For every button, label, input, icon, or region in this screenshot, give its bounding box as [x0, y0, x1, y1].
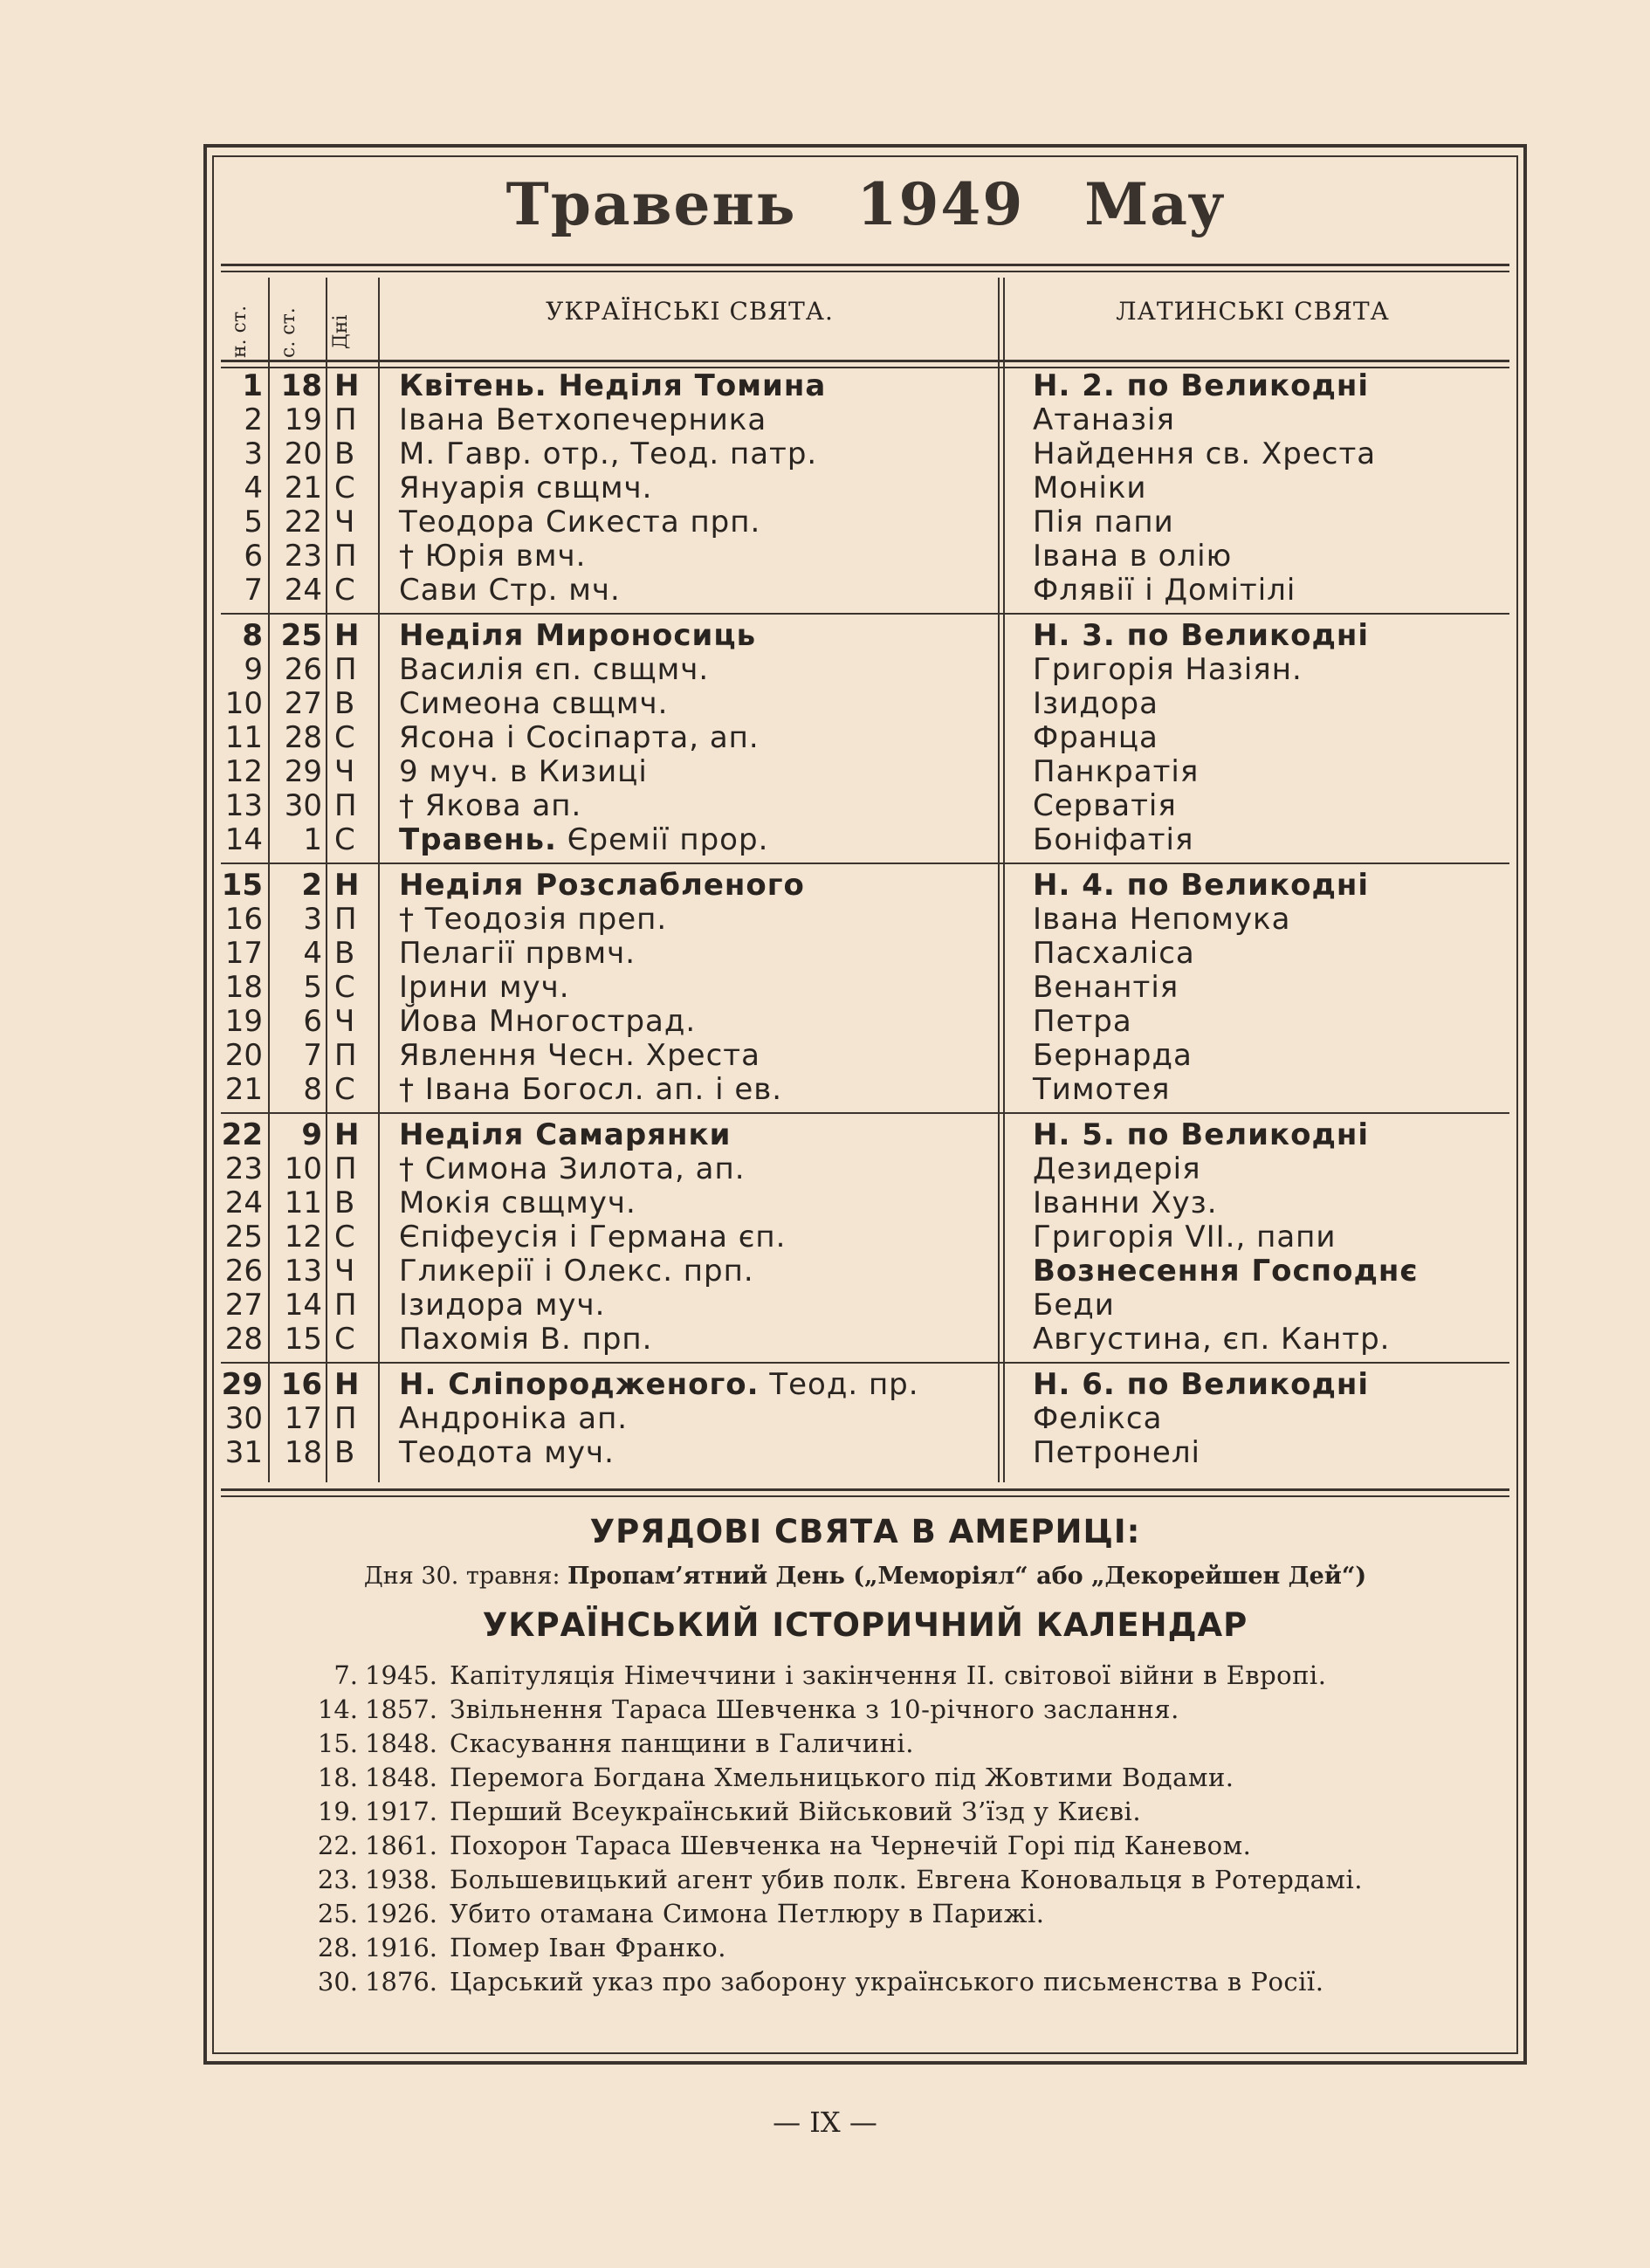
weekday: Н	[334, 1367, 360, 1402]
ukrainian-feast-text: † Івана Богосл. ап. і ев.	[399, 1072, 783, 1107]
gov-holiday-date: Дня 30. травня:	[363, 1563, 560, 1590]
ukrainian-feast	[399, 1118, 731, 1152]
title-year: 1949	[856, 170, 1025, 238]
history-text: Убито отамана Симона Петлюру в Парижі.	[450, 1899, 1045, 1928]
old-style-date: 21	[284, 471, 322, 505]
latin-feast: Івана Непомука	[1033, 902, 1291, 937]
calendar-row	[221, 505, 1509, 540]
history-day: 22.	[317, 1831, 358, 1860]
new-style-date: 30	[224, 1401, 263, 1436]
latin-feast: Панкратія	[1033, 754, 1200, 789]
history-item	[288, 1693, 1510, 1727]
weekday: В	[334, 1186, 355, 1220]
calendar-row	[221, 755, 1509, 789]
weekday: П	[334, 402, 357, 437]
weekday: С	[334, 822, 355, 857]
new-style-date: 5	[244, 505, 263, 540]
ukrainian-feast	[399, 619, 756, 653]
weekday: П	[334, 652, 357, 687]
calendar-row	[221, 1220, 1509, 1254]
calendar-row	[221, 823, 1509, 857]
calendar-row	[221, 1152, 1509, 1186]
col-header-latin: ЛАТИНСЬКІ СВЯТА	[1116, 297, 1390, 326]
latin-feast: Найдення св. Хреста	[1033, 436, 1377, 471]
old-style-date: 16	[280, 1367, 322, 1402]
ukrainian-feast-text: Пахомія В. прп.	[399, 1322, 653, 1357]
new-style-date: 28	[224, 1322, 263, 1357]
ukrainian-feast	[399, 1220, 786, 1254]
old-style-date: 20	[284, 436, 322, 471]
weekday: С	[334, 720, 355, 755]
weekday: Ч	[334, 754, 355, 789]
history-day: 30.	[317, 1967, 358, 1997]
weekday: С	[334, 573, 355, 608]
old-style-date: 9	[301, 1117, 322, 1152]
weekday: П	[334, 539, 357, 574]
weekday: С	[334, 471, 355, 505]
ukrainian-feast-text: Пелагії првмч.	[399, 936, 636, 971]
new-style-date: 31	[224, 1435, 263, 1470]
history-text: Скасування панщини в Галичині.	[450, 1728, 914, 1758]
weekday: П	[334, 1288, 357, 1323]
weekday: В	[334, 436, 355, 471]
ukrainian-feast	[399, 1073, 782, 1107]
old-style-date: 23	[284, 539, 322, 574]
ukrainian-feast	[399, 653, 709, 687]
new-style-date: 2	[244, 402, 263, 437]
old-style-date: 18	[280, 368, 322, 403]
new-style-date: 1	[242, 368, 263, 403]
new-style-date: 26	[224, 1254, 263, 1289]
new-style-date: 19	[224, 1004, 263, 1039]
old-style-date: 12	[284, 1220, 322, 1254]
old-style-date: 4	[303, 936, 322, 971]
new-style-date: 27	[224, 1288, 263, 1323]
latin-feast: Фелікса	[1033, 1401, 1163, 1436]
ukrainian-feast-text: Єпіфеусія і Германа єп.	[399, 1220, 787, 1254]
history-item	[288, 1659, 1510, 1693]
history-day: 15.	[317, 1728, 358, 1758]
ukrainian-feast-text: Ізидора муч.	[399, 1288, 606, 1323]
history-item	[288, 1761, 1510, 1795]
ukrainian-feast-text: Теодора Сикеста прп.	[399, 505, 761, 540]
latin-feast: Григорія Назіян.	[1033, 652, 1303, 687]
history-item	[288, 1829, 1510, 1863]
calendar-row	[221, 937, 1509, 971]
history-text: Капітуляція Німеччини і закінчення II. світової війни в Европі.	[450, 1660, 1327, 1690]
ukrainian-feast-text: Мокія свщмуч.	[399, 1186, 636, 1220]
old-style-date: 17	[284, 1401, 322, 1436]
new-style-date: 9	[244, 652, 263, 687]
weekday: Ч	[334, 1254, 355, 1289]
new-style-date: 20	[224, 1038, 263, 1073]
calendar-row	[221, 789, 1509, 823]
ukrainian-feast	[399, 937, 636, 971]
ukrainian-feast-text: Василія єп. свщмч.	[399, 652, 710, 687]
history-year: 1857.	[365, 1694, 438, 1724]
ukrainian-feast-text: Теодота муч.	[399, 1435, 615, 1470]
history-year: 1938.	[365, 1865, 438, 1894]
history-day: 19.	[317, 1797, 358, 1826]
old-style-date: 14	[284, 1288, 322, 1323]
ukrainian-feast	[399, 755, 648, 789]
calendar-row	[221, 403, 1509, 437]
page-number: — IX —	[773, 2106, 877, 2139]
ukrainian-feast-text: Неділя Мироносиць	[399, 618, 757, 653]
history-day: 25.	[317, 1899, 358, 1928]
latin-feast: Бернарда	[1033, 1038, 1193, 1073]
old-style-date: 26	[284, 652, 322, 687]
week-separator	[221, 613, 1509, 615]
history-item	[288, 1897, 1510, 1931]
latin-feast: Н. 5. по Великодні	[1033, 1117, 1370, 1152]
gov-holiday-line	[212, 1563, 1518, 1590]
week-separator	[221, 1362, 1509, 1364]
latin-feast: Августина, єп. Кантр.	[1033, 1322, 1391, 1357]
history-day: 18.	[317, 1763, 358, 1792]
calendar-row	[221, 471, 1509, 505]
ukrainian-feast	[399, 1039, 760, 1073]
gov-holiday-name: Пропам’ятний День („Меморіял“ або „Декорейшен Дей“)	[567, 1563, 1367, 1590]
latin-feast: Моніки	[1033, 471, 1147, 505]
latin-feast: Н. 4. по Великодні	[1033, 868, 1370, 903]
old-style-date: 6	[303, 1004, 322, 1039]
ukrainian-feast-text: Ясона і Сосіпарта, ап.	[399, 720, 760, 755]
new-style-date: 23	[224, 1151, 263, 1186]
header-rule-top	[221, 264, 1509, 266]
ukrainian-feast	[399, 1289, 605, 1323]
history-item	[288, 1795, 1510, 1829]
ukrainian-feast	[399, 789, 581, 823]
ukrainian-feast-text: Теод. пр.	[769, 1367, 919, 1402]
latin-feast: Тимотея	[1033, 1072, 1171, 1107]
latin-feast: Серватія	[1033, 788, 1177, 823]
ukrainian-feast	[399, 903, 667, 937]
old-style-date: 3	[303, 902, 322, 937]
ukrainian-feast-text: Єремії прор.	[567, 822, 769, 857]
weekday: С	[334, 1322, 355, 1357]
ukrainian-feast-text: † Юрія вмч.	[399, 539, 587, 574]
latin-feast: Боніфатія	[1033, 822, 1194, 857]
calendar-row	[221, 1402, 1509, 1436]
history-day: 14.	[317, 1694, 358, 1724]
ukrainian-feast	[399, 540, 586, 574]
ukrainian-feast	[399, 574, 621, 608]
ukrainian-feast-text: Ірини муч.	[399, 970, 570, 1005]
ukrainian-feast	[399, 1402, 628, 1436]
new-style-date: 18	[224, 970, 263, 1005]
new-style-date: 24	[224, 1186, 263, 1220]
weekday: С	[334, 1072, 355, 1107]
weekday: П	[334, 1038, 357, 1073]
weekday: В	[334, 686, 355, 721]
weekday: Н	[334, 368, 360, 403]
history-title: УКРАЇНСЬКИЙ ІСТОРИЧНИЙ КАЛЕНДАР	[482, 1606, 1248, 1644]
history-year: 1861.	[365, 1831, 438, 1860]
calendar-row	[221, 971, 1509, 1005]
header-rule-bottom	[221, 360, 1509, 362]
old-style-date: 15	[284, 1322, 322, 1357]
latin-feast: Н. 3. по Великодні	[1033, 618, 1370, 653]
history-text: Перемога Богдана Хмельницького під Жовтими Водами.	[450, 1763, 1234, 1792]
ukrainian-feast	[399, 869, 805, 903]
new-style-date: 4	[244, 471, 263, 505]
history-item	[288, 1727, 1510, 1761]
weekday: П	[334, 788, 357, 823]
table-bottom-rule-2	[221, 1495, 1509, 1497]
new-style-date: 22	[221, 1117, 263, 1152]
new-style-date: 12	[224, 754, 263, 789]
history-year: 1916.	[365, 1933, 438, 1962]
weekday: П	[334, 1151, 357, 1186]
ukrainian-feast	[399, 1152, 746, 1186]
new-style-date: 29	[221, 1367, 263, 1402]
latin-feast: Франца	[1033, 720, 1158, 755]
ukrainian-feast	[399, 403, 767, 437]
new-style-date: 21	[224, 1072, 263, 1107]
old-style-date: 11	[284, 1186, 322, 1220]
ukrainian-feast	[399, 1368, 919, 1402]
old-style-date: 13	[284, 1254, 322, 1289]
weekday: Ч	[334, 505, 355, 540]
ukrainian-feast	[399, 369, 826, 403]
week-separator	[221, 863, 1509, 864]
ukrainian-feast	[399, 823, 768, 857]
weekday: Н	[334, 618, 360, 653]
ukrainian-feast-text: Квітень. Неділя Томина	[399, 368, 827, 403]
ukrainian-feast-text: Явлення Чесн. Хреста	[399, 1038, 760, 1073]
page-title	[212, 170, 1518, 238]
latin-feast: Івана в олію	[1033, 539, 1233, 574]
ukrainian-feast	[399, 1254, 754, 1289]
new-style-date: 16	[224, 902, 263, 937]
old-style-date: 24	[284, 573, 322, 608]
weekday: Н	[334, 868, 360, 903]
calendar-row	[221, 1436, 1509, 1470]
history-text: Звільнення Тараса Шевченка з 10-річного заслання.	[450, 1694, 1179, 1724]
new-style-date: 3	[244, 436, 263, 471]
calendar-row	[221, 1323, 1509, 1357]
old-style-date: 22	[284, 505, 322, 540]
old-style-date: 5	[303, 970, 322, 1005]
calendar-row	[221, 574, 1509, 608]
history-text: Большевицький агент убив полк. Евгена Коновальця в Ротердамі.	[450, 1865, 1363, 1894]
ukrainian-feast-text: † Теодозія преп.	[399, 902, 668, 937]
ukrainian-feast-bold: Травень.	[399, 822, 557, 857]
new-style-date: 25	[224, 1220, 263, 1254]
calendar-row	[221, 687, 1509, 721]
ukrainian-feast	[399, 721, 760, 755]
ukrainian-feast-text: † Симона Зилота, ап.	[399, 1151, 746, 1186]
weekday: С	[334, 970, 355, 1005]
new-style-date: 7	[244, 573, 263, 608]
history-year: 1848.	[365, 1763, 438, 1792]
calendar-row	[221, 619, 1509, 653]
ukrainian-feast-text: Андроніка ап.	[399, 1401, 629, 1436]
ukrainian-feast-text: Гликерії і Олекс. прп.	[399, 1254, 754, 1289]
ukrainian-feast	[399, 1436, 615, 1470]
ukrainian-feast-bold: Н. Сліпородженого.	[399, 1367, 760, 1402]
history-list	[288, 1659, 1510, 1999]
latin-feast: Н. 6. по Великодні	[1033, 1367, 1370, 1402]
new-style-date: 10	[224, 686, 263, 721]
calendar-row	[221, 540, 1509, 574]
history-text: Помер Іван Франко.	[450, 1933, 726, 1962]
ukrainian-feast	[399, 687, 668, 721]
history-text: Царський указ про заборону українського письменства в Росії.	[450, 1967, 1324, 1997]
ukrainian-feast-text: Неділя Розслабленого	[399, 868, 805, 903]
new-style-date: 6	[244, 539, 263, 574]
calendar-row	[221, 1254, 1509, 1289]
calendar-row	[221, 1289, 1509, 1323]
calendar-row	[221, 653, 1509, 687]
old-style-date: 19	[284, 402, 322, 437]
history-year: 1926.	[365, 1899, 438, 1928]
history-day: 23.	[317, 1865, 358, 1894]
history-item	[288, 1965, 1510, 1999]
ukrainian-feast-text: Симеона свщмч.	[399, 686, 669, 721]
old-style-date: 18	[284, 1435, 322, 1470]
old-style-date: 25	[280, 618, 322, 653]
calendar-row	[221, 1186, 1509, 1220]
old-style-date: 1	[303, 822, 322, 857]
ukrainian-feast	[399, 1323, 652, 1357]
latin-feast: Пасхаліса	[1033, 936, 1195, 971]
new-style-date: 15	[221, 868, 263, 903]
weekday: В	[334, 936, 355, 971]
ukrainian-feast-text: Івана Ветхопечерника	[399, 402, 767, 437]
history-item	[288, 1931, 1510, 1965]
old-style-date: 8	[303, 1072, 322, 1107]
weekday: С	[334, 1220, 355, 1254]
new-style-date: 14	[224, 822, 263, 857]
calendar-row	[221, 1039, 1509, 1073]
latin-feast: Петронелі	[1033, 1435, 1200, 1470]
old-style-date: 28	[284, 720, 322, 755]
new-style-date: 13	[224, 788, 263, 823]
table-bottom-rule	[221, 1488, 1509, 1491]
history-year: 1848.	[365, 1728, 438, 1758]
calendar-row	[221, 1118, 1509, 1152]
latin-feast: Петра	[1033, 1004, 1132, 1039]
calendar-row	[221, 721, 1509, 755]
weekday: Ч	[334, 1004, 355, 1039]
calendar-row	[221, 903, 1509, 937]
history-year: 1917.	[365, 1797, 438, 1826]
calendar-row	[221, 1368, 1509, 1402]
history-item	[288, 1863, 1510, 1897]
title-month-en: May	[1084, 170, 1225, 238]
old-style-date: 29	[284, 754, 322, 789]
latin-feast: Григорія VII., папи	[1033, 1220, 1337, 1254]
latin-feast: Флявії і Домітілі	[1033, 573, 1296, 608]
ukrainian-feast	[399, 1005, 696, 1039]
ukrainian-feast-text: Сави Стр. мч.	[399, 573, 621, 608]
latin-feast: Іванни Хуз.	[1033, 1186, 1218, 1220]
ukrainian-feast-text: 9 муч. в Кизиці	[399, 754, 648, 789]
weekday: П	[334, 1401, 357, 1436]
ukrainian-feast-text: Неділя Самарянки	[399, 1117, 732, 1152]
old-style-date: 7	[303, 1038, 322, 1073]
history-year: 1945.	[365, 1660, 438, 1690]
history-day: 28.	[317, 1933, 358, 1962]
history-year: 1876.	[365, 1967, 438, 1997]
week-separator	[221, 1112, 1509, 1114]
new-style-date: 8	[242, 618, 263, 653]
old-style-date: 30	[284, 788, 322, 823]
latin-feast: Венантія	[1033, 970, 1179, 1005]
col-header-ukrainian: УКРАЇНСЬКІ СВЯТА.	[546, 297, 834, 326]
ukrainian-feast-text: † Якова ап.	[399, 788, 582, 823]
ukrainian-feast	[399, 471, 652, 505]
latin-feast: Дезидерія	[1033, 1151, 1201, 1186]
latin-feast: Пія папи	[1033, 505, 1174, 540]
latin-feast: Беди	[1033, 1288, 1115, 1323]
ukrainian-feast	[399, 505, 760, 540]
calendar-row	[221, 869, 1509, 903]
old-style-date: 2	[301, 868, 322, 903]
ukrainian-feast	[399, 437, 817, 471]
latin-feast: Ізидора	[1033, 686, 1158, 721]
history-text: Перший Всеукраїнський Військовий З’їзд у Києві.	[450, 1797, 1142, 1826]
ukrainian-feast	[399, 971, 570, 1005]
new-style-date: 17	[224, 936, 263, 971]
history-day: 7.	[333, 1660, 358, 1690]
latin-feast: Атаназія	[1033, 402, 1175, 437]
latin-feast: Н. 2. по Великодні	[1033, 368, 1370, 403]
title-month-ua: Травень	[505, 170, 797, 238]
calendar-row	[221, 1005, 1509, 1039]
old-style-date: 10	[284, 1151, 322, 1186]
header-rule-top-2	[221, 271, 1509, 272]
old-style-date: 27	[284, 686, 322, 721]
new-style-date: 11	[224, 720, 263, 755]
ukrainian-feast-text: Януарія свщмч.	[399, 471, 653, 505]
weekday: В	[334, 1435, 355, 1470]
calendar-row	[221, 437, 1509, 471]
calendar-row	[221, 1073, 1509, 1107]
gov-holidays-title: УРЯДОВІ СВЯТА В АМЕРИЦІ:	[589, 1513, 1141, 1550]
history-text: Похорон Тараса Шевченка на Чернечій Горі під Каневом.	[450, 1831, 1252, 1860]
weekday: Н	[334, 1117, 360, 1152]
ukrainian-feast	[399, 1186, 636, 1220]
weekday: П	[334, 902, 357, 937]
ukrainian-feast-text: М. Гавр. отр., Теод. патр.	[399, 436, 818, 471]
ukrainian-feast-text: Йова Многострад.	[399, 1004, 697, 1039]
calendar-row	[221, 369, 1509, 403]
latin-feast: Вознесення Господнє	[1033, 1254, 1419, 1289]
